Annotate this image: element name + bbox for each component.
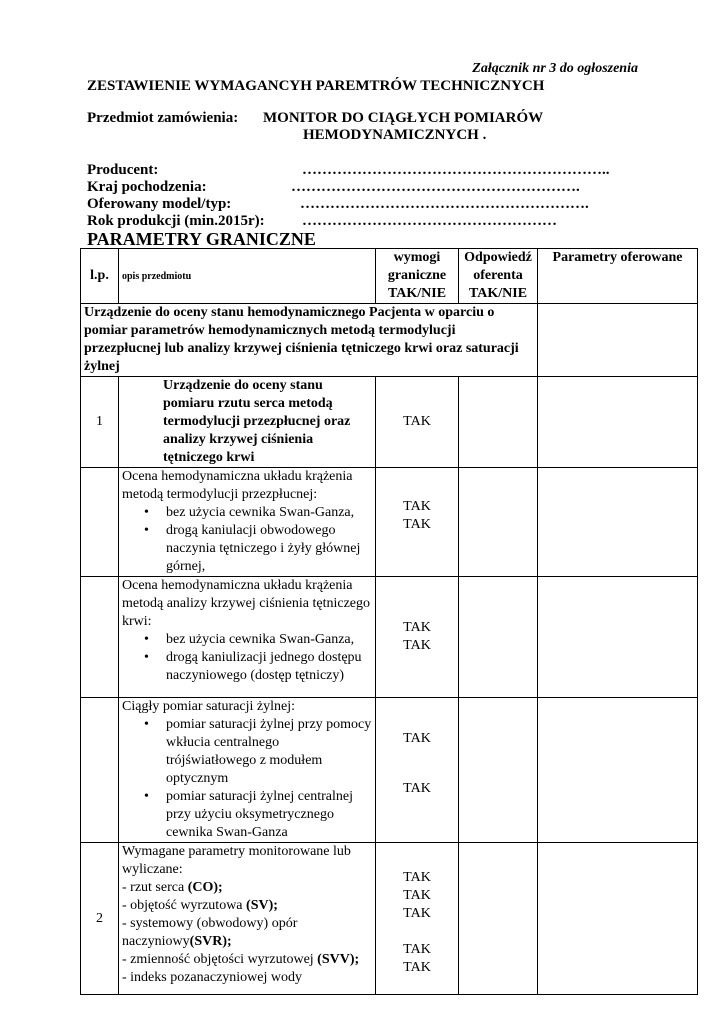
answer-cell[interactable] bbox=[459, 843, 538, 995]
requirement-value: TAK bbox=[403, 638, 431, 653]
param-code: (CO); bbox=[187, 880, 223, 895]
parameters-table bbox=[80, 248, 698, 995]
param-evlw bbox=[122, 969, 372, 987]
table-row bbox=[81, 843, 698, 995]
model-label: Oferowany model/typ: bbox=[87, 196, 232, 212]
header-req-line1: wymogi bbox=[393, 250, 441, 265]
list-item: • drogą kaniulizacji jednego dostępu naczyniowego (dostęp tętniczy) bbox=[166, 649, 372, 685]
list-item: • pomiar saturacji żylnej przy pomocy wkłucia centralnego trójświatłowego z modułem optycznym bbox=[166, 716, 372, 788]
param-text: - zmienność objętości wyrzutowej bbox=[122, 952, 318, 967]
requirement-cell: TAK bbox=[376, 377, 459, 468]
row-lead: Ciągły pomiar saturacji żylnej: bbox=[122, 699, 296, 714]
bullet-list bbox=[122, 716, 372, 842]
header-answer bbox=[459, 249, 538, 304]
list-item: • drogą kaniulacji obwodowego naczynia tętniczego i żyły głównej górnej, bbox=[166, 522, 372, 576]
header-ans-line1: Odpowiedź bbox=[464, 250, 532, 265]
table-row bbox=[81, 304, 698, 377]
producer-field: …………………………………………………….. bbox=[302, 162, 610, 178]
bullet-list bbox=[122, 631, 372, 685]
answer-cell[interactable] bbox=[459, 698, 538, 843]
offered-cell[interactable] bbox=[538, 468, 698, 577]
row-number bbox=[81, 468, 119, 577]
requirement-value: TAK bbox=[403, 906, 431, 921]
header-offered: Parametry oferowane bbox=[538, 249, 698, 304]
param-code: (SVV); bbox=[317, 952, 360, 967]
table-row bbox=[81, 577, 698, 698]
offered-cell[interactable] bbox=[538, 843, 698, 995]
country-field: …………………………………………………. bbox=[291, 179, 580, 195]
requirement-cell bbox=[376, 468, 459, 577]
requirement-cell bbox=[376, 698, 459, 843]
offered-cell[interactable] bbox=[538, 577, 698, 698]
subject-line-1: MONITOR DO CIĄGŁYCH POMIARÓW bbox=[263, 110, 544, 126]
requirement-value: TAK bbox=[403, 870, 431, 885]
offered-cell[interactable] bbox=[538, 377, 698, 468]
param-text: - rzut serca bbox=[122, 880, 188, 895]
intro-cell: Urządzenie do oceny stanu hemodynamicznego Pacjenta w oparciu o pomiar parametrów hemodynamicznych metodą termodylucji przezpłucnej lub analizy krzywej ciśnienia tętniczego krwi oraz saturacji żylnej bbox=[81, 304, 538, 377]
row-description: Urządzenie do oceny stanu pomiaru rzutu serca metodą termodylucji przezpłucnej oraz analizy krzywej ciśnienia tętniczego krwi bbox=[119, 377, 376, 468]
row-description bbox=[119, 577, 376, 698]
header-description bbox=[119, 249, 376, 304]
header-lp: l.p. bbox=[81, 249, 119, 304]
list-item: • pomiar saturacji żylnej centralnej przy użyciu oksymetrycznego cewnika Swan-Ganza bbox=[166, 788, 372, 842]
table-header-row bbox=[81, 249, 698, 304]
attachment-note: Załącznik nr 3 do ogłoszenia bbox=[472, 61, 638, 76]
param-text: - indeks pozanaczyniowej wody bbox=[122, 970, 302, 985]
param-code: (SVR); bbox=[189, 934, 232, 949]
row-lead: Ocena hemodynamiczna układu krążenia metodą analizy krzywej ciśnienia tętniczego krwi: bbox=[122, 578, 371, 629]
year-label: Rok produkcji (min.2015r): bbox=[87, 213, 265, 229]
bullet-list bbox=[122, 504, 372, 576]
requirement-value: TAK bbox=[403, 499, 431, 514]
param-co bbox=[122, 879, 372, 897]
header-ans-line2: oferenta bbox=[473, 268, 523, 283]
requirement-value: TAK bbox=[403, 942, 431, 957]
header-requirements bbox=[376, 249, 459, 304]
section-title: PARAMETRY GRANICZNE bbox=[87, 229, 316, 249]
requirement-cell bbox=[376, 577, 459, 698]
header-ans-line3: TAK/NIE bbox=[468, 286, 528, 301]
table-row bbox=[81, 377, 698, 468]
header-req-line2: graniczne bbox=[387, 268, 447, 283]
row-number bbox=[81, 577, 119, 698]
header-req-line3: TAK/NIE bbox=[387, 286, 447, 301]
document-title: ZESTAWIENIE WYMAGANCYH PAREMTRÓW TECHNICZNYCH bbox=[87, 78, 545, 94]
table-row bbox=[81, 698, 698, 843]
answer-cell[interactable] bbox=[459, 377, 538, 468]
row-number bbox=[81, 698, 119, 843]
param-code: (SV); bbox=[246, 898, 278, 913]
row-number: 1 bbox=[81, 377, 119, 468]
row-description bbox=[119, 468, 376, 577]
model-field: …………………………………………………. bbox=[300, 196, 589, 212]
subject-label: Przedmiot zamówienia: bbox=[87, 110, 239, 126]
requirement-value: TAK bbox=[403, 620, 431, 635]
offered-cell[interactable] bbox=[538, 698, 698, 843]
offered-cell bbox=[538, 304, 698, 377]
list-item: • bez użycia cewnika Swan-Ganza, bbox=[166, 631, 372, 649]
country-label: Kraj pochodzenia: bbox=[87, 179, 207, 195]
row-number: 2 bbox=[81, 843, 119, 995]
param-text: - systemowy (obwodowy) opór naczyniowy bbox=[122, 916, 298, 949]
row-lead: Wymagane parametry monitorowane lub wyliczane: bbox=[122, 844, 351, 877]
producer-label: Producent: bbox=[87, 162, 159, 178]
requirement-value: TAK bbox=[403, 888, 431, 903]
row-lead: Ocena hemodynamiczna układu krążenia metodą termodylucji przezpłucnej: bbox=[122, 469, 353, 502]
list-item: • bez użycia cewnika Swan-Ganza, bbox=[166, 504, 372, 522]
row-description bbox=[119, 843, 376, 995]
param-svr bbox=[122, 915, 372, 951]
answer-cell[interactable] bbox=[459, 468, 538, 577]
row-description bbox=[119, 698, 376, 843]
subject-line-2: HEMODYNAMICZNYCH . bbox=[303, 127, 487, 143]
param-svv bbox=[122, 951, 372, 969]
header-description-text: opis przedmiotu bbox=[122, 270, 192, 282]
answer-cell[interactable] bbox=[459, 577, 538, 698]
requirement-value: TAK bbox=[403, 781, 431, 796]
table-row bbox=[81, 468, 698, 577]
param-sv bbox=[122, 897, 372, 915]
requirement-value: TAK bbox=[403, 517, 431, 532]
param-text: - objętość wyrzutowa bbox=[122, 898, 247, 913]
year-field: …………………………………………… bbox=[302, 213, 557, 229]
requirement-value: TAK bbox=[403, 960, 431, 975]
requirement-cell bbox=[376, 843, 459, 995]
requirement-value: TAK bbox=[403, 731, 431, 746]
